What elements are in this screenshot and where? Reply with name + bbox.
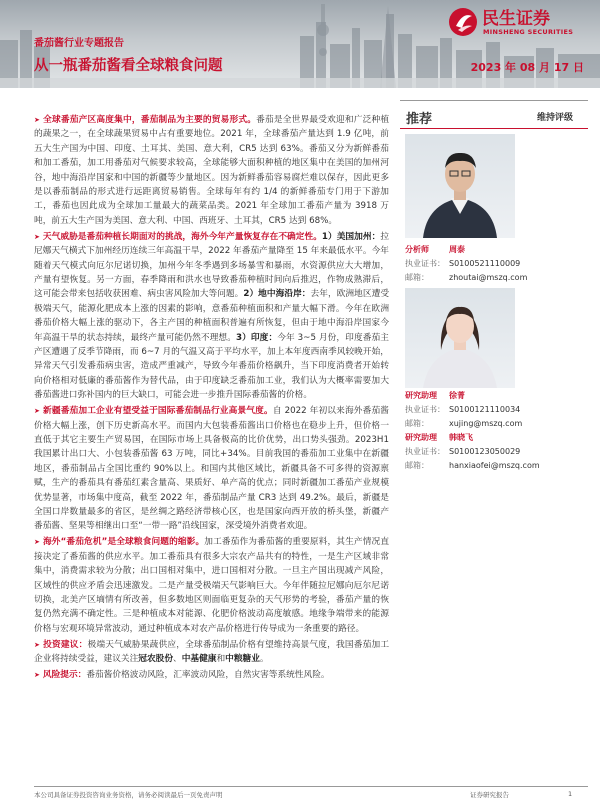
paragraph-1: ➤ 全球番茄产区高度集中，番茄制品为主要的贸易形式。番茄是全世界最受欢迎和广泛种植的蔬果之一，在全球蔬果贸易中占有重要地位。2021 年，全球番茄产量达到 1.9 亿吨，前五大生产国为中国、印度、土耳其、美国、意大利，CR5 达到 63%。番茄又分为新鲜番茄和加工番茄，加工用番茄对气候要求较高，全球能够大面积种植的地区集中在美国的加州河谷，地中海沿岸国家和中国的新疆等少量地区。因为新鲜番茄容易腐烂难以保存，因此更多是以番茄制品的形式进行远距离贸易销售。全球每年有约 1/4 的新鲜番茄专门用于下游加工，番茄也因此成为全球加工量最大的蔬菜品类。2021 年全球加工番茄产量为 3918 万吨，前五大生产国为美国、意大利、中国、西班牙、土耳其，CR5 达到 68%。 [34, 115, 389, 226]
assistant-name-1: 徐菁 [449, 391, 465, 400]
bullet-icon: ➤ [34, 232, 40, 241]
page-title: 从一瓶番茄酱看全球粮食问题 [34, 58, 223, 74]
header-banner [0, 0, 600, 88]
footer-report-type: 证券研究报告 [470, 791, 509, 799]
analyst-name: 周泰 [449, 245, 465, 254]
analyst-photo [405, 134, 515, 238]
assistant-photo [405, 288, 515, 388]
assistant-email-2[interactable]: hanxiaofei@mszq.com [449, 461, 540, 470]
paragraph-2: ➤ 天气威胁是番茄种植长期面对的挑战，海外今年产量恢复存在不确定性。1）美国加州：拉尼娜天气横式下加州经历连续三年高温干旱，2022 年番茄产量降至 15 年来最低水平。今年随着天气模式向厄尔尼诺切换，加州今年冬季遇到多场暴雪和暴雨，水资源供应大大增加，产量有望恢复。另一方面，春季降雨和洪水也导致番茄种植时间向后推迟，作物成熟滞后，这可能会带来包括收获困难、病虫害风险加大等问题。2）地中海沿岸：去年，欧洲地区遭受极端天气，能源化肥成本上涨的因素的影响，意番茄种植面积和产量大幅下滑。今年在欧洲番茄价格大幅上涨的驱动下，各主产国的种植面积普遍有所恢复，但由于地中海沿岸国家今年高温干旱的状态持续，最终产量可能仍然不理想。3）印度：今年 3~5 月份，印度番茄主产区遭遇了反季节降雨，而 6~7 月的气温又高于平均水平，加上本年度西南季风较晚开始，异常天气引发番茄病虫害，造成严重减产，导致今年番茄价格飙升，当下印度消费者开始转向价格相对低廉的番茄酱作为替代品，由于印度缺乏番茄加工业，我们认为大概率需要加大番茄酱进口弥补国内的巨大缺口，可能会进一步推升国际番茄酱的价格。 [34, 231, 390, 401]
sidebar-top-rule [400, 100, 588, 101]
bullet-icon: ➤ [34, 407, 40, 416]
analyst-email[interactable]: zhoutai@mszq.com [449, 273, 528, 282]
paragraph-4: ➤ 海外“番茄危机”是全球粮食问题的缩影。加工番茄作为番茄酱的重要原料，其生产情况直接决定了番茄酱的供应水平。加工番茄具有很多大宗农产品共有的特性，一是生产区域非常集中，消费需求较为分散；出口国相对集中，进口国相对分散。一旦主产国出现减产风险，区域性的供应矛盾会迅速激发。二是产量受极端天气影响巨大。今年伴随拉尼娜向厄尔尼诺切换，北美产区墒情有所改善，但多数地区则面临更复杂的天气形势的考验，番茄产量的恢复仍然充满不确定性。三是种植成本对能源、化肥价格波动高度敏感。地缘争端带来的能源价格与宏观环境异常波动，通过种植成本对农产品价格进行传导成为一条重要的路径。 [34, 537, 390, 634]
logo-text-en: MINSHENG SECURITIES [483, 28, 574, 36]
main-content [34, 113, 389, 684]
brand-logo [448, 4, 596, 40]
analyst-card: 分析师 周泰 执业证书： S0100521110009 邮箱： zhoutai@mszq.com [405, 243, 590, 285]
logo-text-cn: 民生证券 [482, 9, 550, 29]
footer-rule [34, 786, 588, 787]
bullet-icon: ➤ [34, 640, 40, 649]
bullet-icon: ➤ [34, 670, 40, 679]
person-icon [405, 288, 515, 388]
logo-mark-icon [448, 6, 478, 38]
rating-label: 维持评级 [537, 113, 574, 123]
assistant-card-1: 研究助理 徐菁 执业证书： S0100121110034 邮箱： xujing@mszq.com 研究助理 韩晓飞 执业证书： S0100123050029 邮箱： hanxiaofei@mszq.com [405, 389, 590, 473]
paragraph-3: ➤ 新疆番茄加工企业有望受益于国际番茄制品行业高景气度。自 2022 年初以来海外番茄酱价格大幅上涨，创下历史新高水平。而国内大包装番茄酱出口价格也在稳步上升，但价格一直低于其它主要生产贸易国，在国际市场上具备极高的比价优势，出口势头强劲。2023H1 我国累计出口大、小包装番茄酱 63 万吨，同比+34%。目前我国的番茄加工业集中在新疆地区，番茄制品占全国比重约 90%以上。和国内其他区域比，新疆具备不可多得的资源禀赋，生产的番茄具有番茄红素含量高、果质好、单产高的优点；同时新疆加工番茄产业规模优势显著，市场集中度高，截至 2022 年，番茄制品产量 CR3 达到 49.2%。最后，新疆是全国口岸数量最多的省区，是丝绸之路经济带核心区，也是国家向西开放的桥头堡，新疆产番茄酱、坚果等相继出口至“一带一路”沿线国家，深受境外消费者欢迎。 [34, 406, 389, 532]
bullet-icon: ➤ [34, 538, 40, 547]
assistant-email-1[interactable]: xujing@mszq.com [449, 419, 523, 428]
person-icon [405, 134, 515, 238]
report-date: 2023 年 08 月 17 日 [470, 61, 584, 74]
assistant-name-2: 韩晓飞 [449, 433, 473, 442]
report-type: 番茄酱行业专题报告 [34, 38, 124, 49]
recommend-label: 推荐 [406, 112, 433, 127]
page-number: 1 [568, 790, 573, 798]
bullet-icon: ➤ [34, 116, 40, 124]
paragraph-investment: ➤ 投资建议：极端天气威胁果蔬供应，全球番茄制品价格有望维持高景气度，我国番茄加工企业将持续受益，建议关注冠农股份、中基健康和中粮糖业。 [34, 639, 389, 665]
sidebar-accent-rule [400, 128, 588, 129]
footer-disclaimer: 本公司具备证券投资咨询业务资格，请务必阅读最后一页免责声明 [34, 791, 223, 799]
paragraph-risk: ➤ 风险提示：番茄酱价格波动风险，汇率波动风险，自然灾害等系统性风险。 [34, 669, 330, 680]
